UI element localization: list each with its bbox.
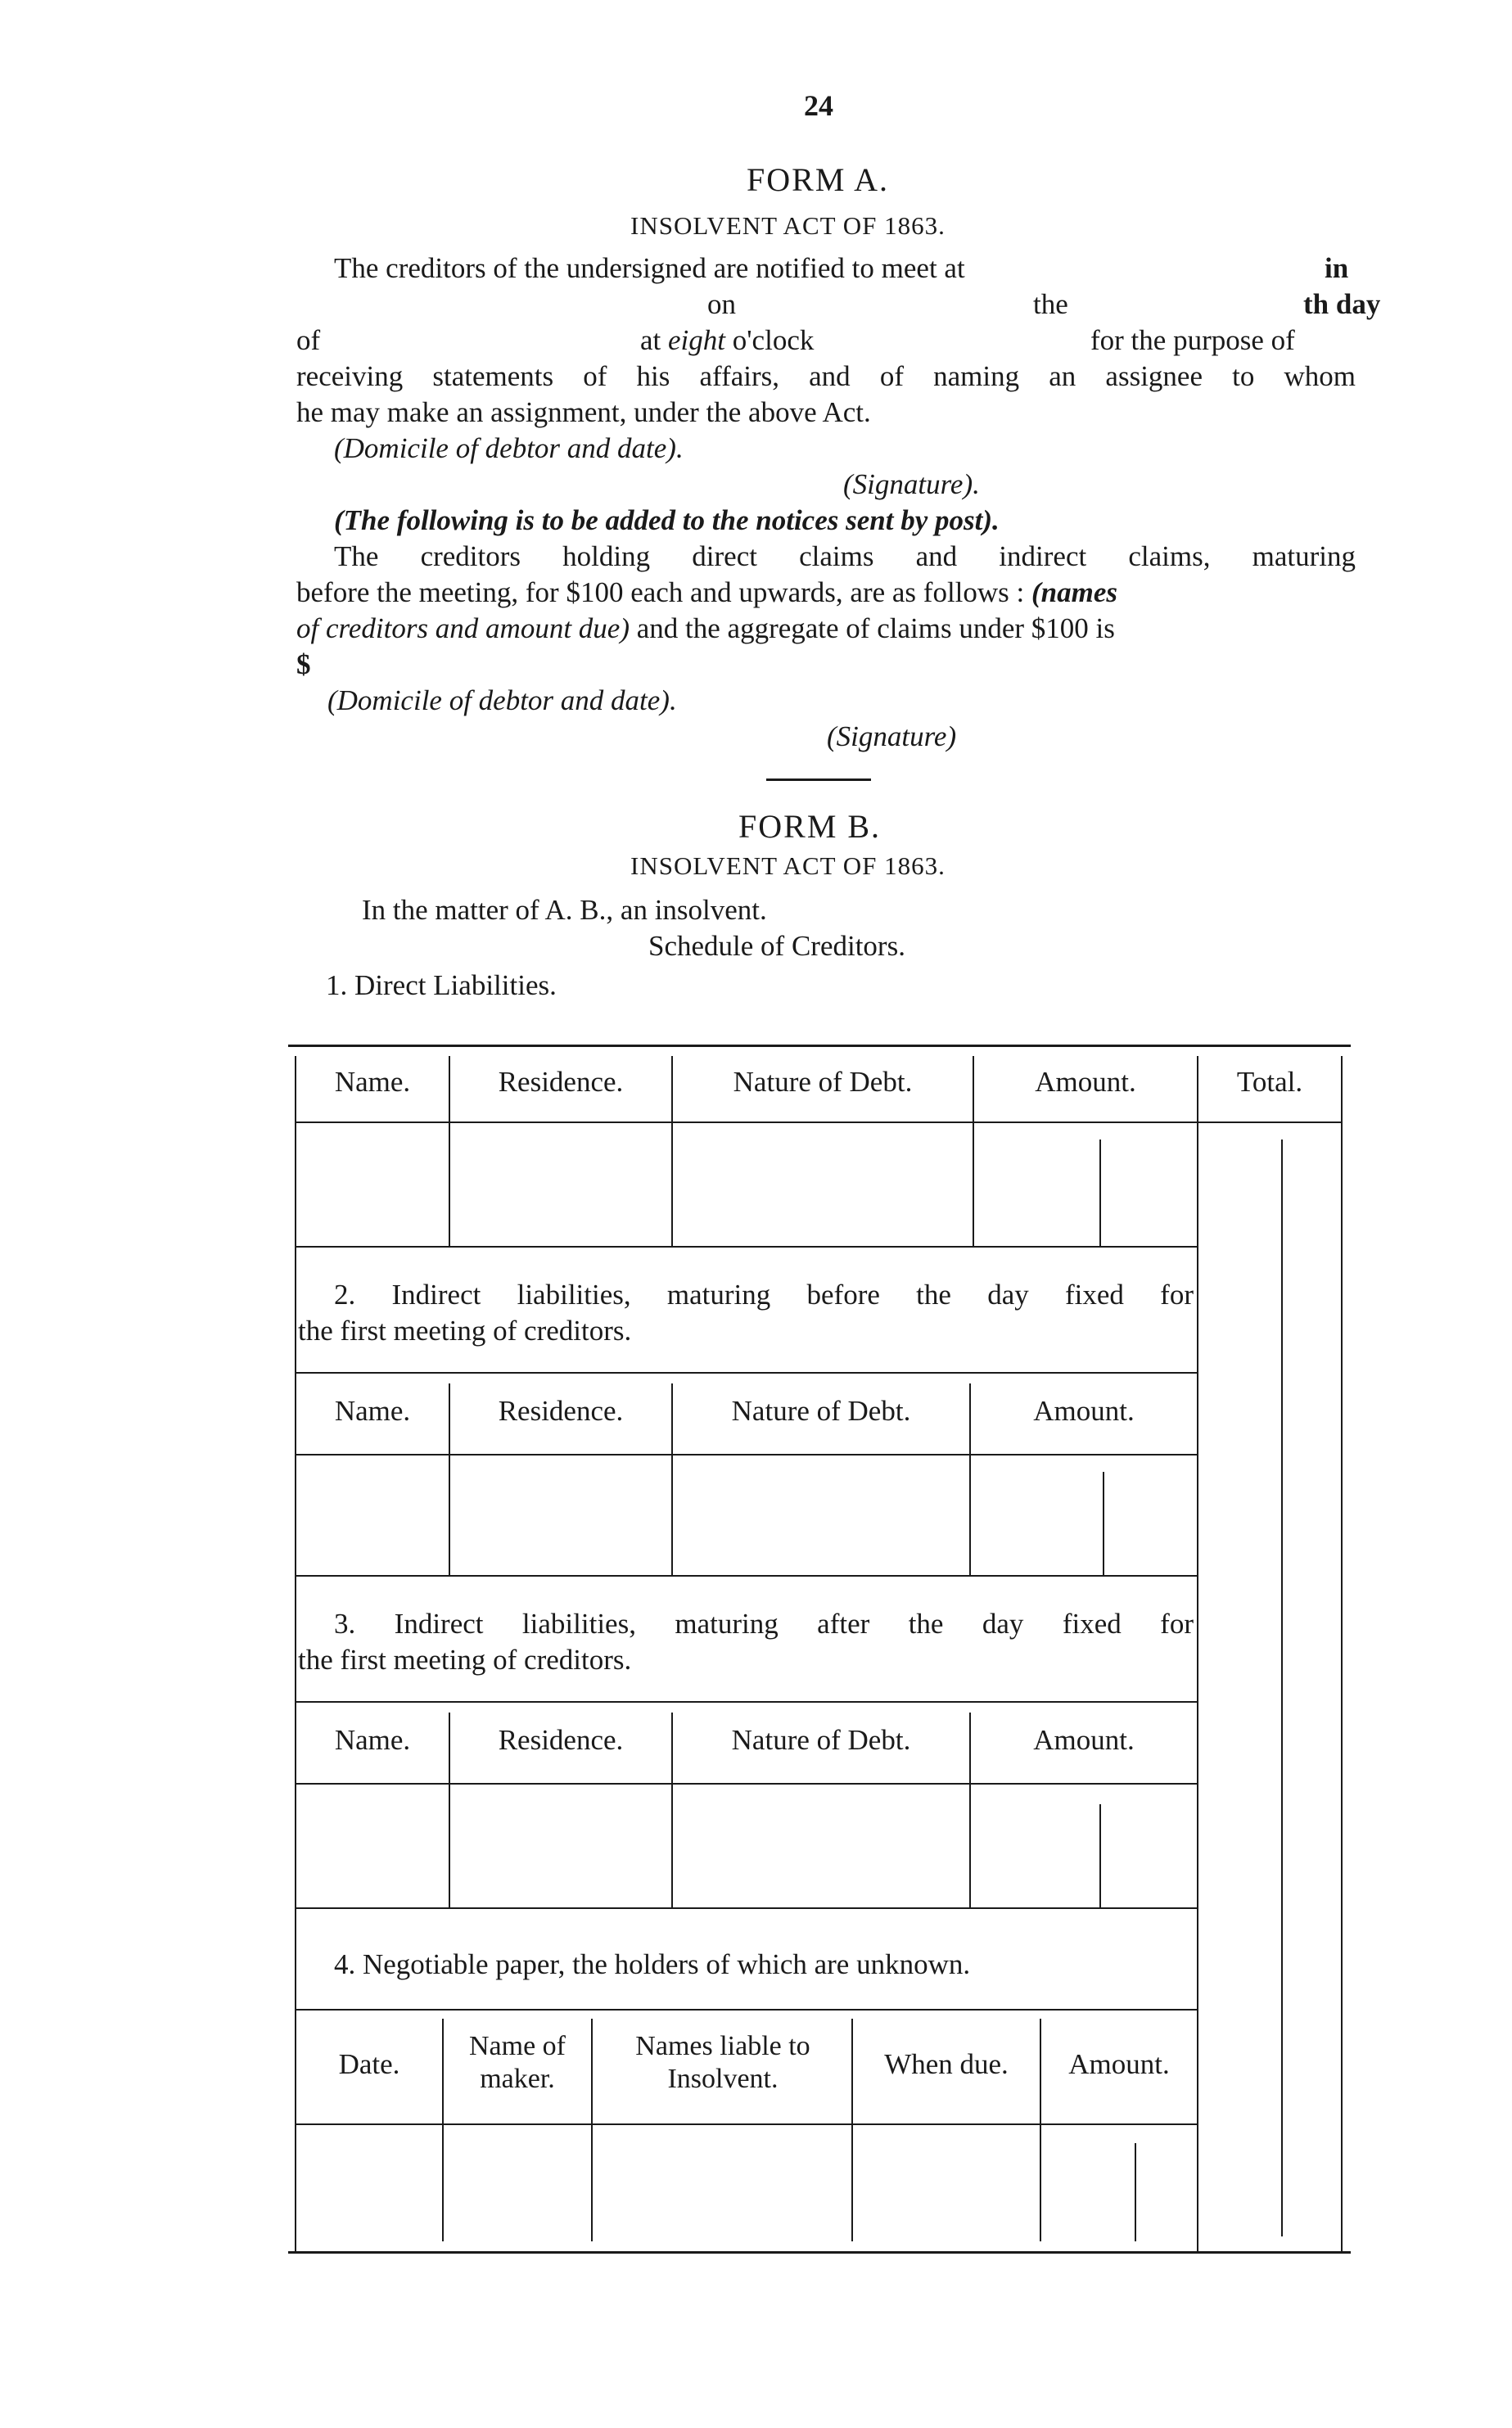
form-a-domicile: (Domicile of debtor and date). [334,432,684,464]
table1-header-rule [296,1121,1197,1123]
form-a-para-line3 [296,611,1115,647]
table4-header-when-due: When due. [884,2048,1009,2080]
form-a-line3-purpose: for the purpose of [1090,324,1295,356]
table4-header-liable: Names liable to Insolvent. [635,2031,810,2094]
table1-header-name: Name. [334,1066,411,1098]
section3-line2: the first meeting of creditors. [298,1644,632,1676]
table4-header-date: Date. [338,2048,400,2080]
table1-header-nature: Nature of Debt. [733,1066,913,1098]
form-a-line4: receiving statements of his affairs, and of naming an assignee to whom [296,360,1356,392]
form-a-line3-of: of [296,324,321,356]
table2-amount-money-rule [1103,1472,1104,1575]
form-a-para-line4: $ [296,648,311,680]
table1-amount-money-rule [1099,1140,1101,1246]
table4-col2 [591,2019,593,2241]
table1-bottom-rule [296,1246,1197,1248]
table3-header-rule [296,1783,1197,1785]
form-a-para-line2 [296,575,1117,611]
form-a-para-line1: The creditors holding direct claims and indirect claims, maturing [334,540,1356,572]
form-a-para-line3-creditors: of creditors and amount due) [296,612,630,644]
section3-line1: 3. Indirect liabilities, maturing after the day fixed for [334,1608,1194,1640]
form-a-para-line3-aggregate: and the aggregate of claims under $100 is [636,612,1115,644]
form-a-para-line2-names: (names [1031,576,1118,608]
table4-top-rule [296,2009,1197,2011]
table-right-border [1341,1056,1343,2251]
table3-header-nature: Nature of Debt. [731,1724,911,1756]
table-top-border [288,1045,1351,1047]
form-b-matter: In the matter of A. B., an insolvent. [362,894,767,926]
table4-header-rule [296,2123,1197,2125]
form-a-line2-the: the [1033,288,1068,320]
table3-header-name: Name. [334,1724,411,1756]
table1-header-amount: Amount. [1035,1066,1136,1098]
table3-header-residence: Residence. [498,1724,624,1756]
form-a-following: (The following is to be added to the notices sent by post). [334,504,1000,536]
table1-header-residence: Residence. [498,1066,624,1098]
table3-top-rule [296,1701,1197,1703]
section2-line2: the first meeting of creditors. [298,1315,632,1347]
page-number: 24 [804,89,833,122]
form-a-line1-in: in [1325,252,1349,284]
table1-header-total: Total. [1236,1066,1303,1098]
form-a-line2-thday: th day [1303,288,1381,320]
form-b-subtitle: INSOLVENT ACT OF 1863. [630,851,946,880]
form-a-line3-at-word: at [640,324,661,356]
form-a-domicile2: (Domicile of debtor and date). [327,684,677,716]
form-a-subtitle: INSOLVENT ACT OF 1863. [630,211,946,240]
table-bottom-border [288,2251,1351,2254]
form-a-signature: (Signature). [843,468,980,500]
table4-col1 [442,2019,444,2241]
total-column-divider [1197,1056,1198,2251]
form-a-line3-oclock: o'clock [732,324,815,356]
form-a-line2-on: on [707,288,736,320]
table3-bottom-rule [296,1907,1197,1909]
table2-header-residence: Residence. [498,1395,624,1427]
form-a-para-line2-text: before the meeting, for $100 each and upwards, are as follows : [296,576,1025,608]
table2-top-rule [296,1372,1197,1374]
section-divider [766,778,871,781]
table2-header-name: Name. [334,1395,411,1427]
form-a-signature2: (Signature) [827,720,957,752]
table2-header-rule [296,1454,1197,1455]
form-a-title: FORM A. [747,161,890,198]
table3-amount-money-rule [1099,1804,1101,1907]
table2-header-amount: Amount. [1033,1395,1135,1427]
form-b-schedule: Schedule of Creditors. [648,930,905,962]
table4-amount-money-rule [1135,2143,1136,2241]
form-a-line3-at [640,323,814,359]
table2-header-nature: Nature of Debt. [731,1395,911,1427]
section2-line1: 2. Indirect liabilities, maturing before the day fixed for [334,1279,1194,1311]
form-a-line5: he may make an assignment, under the above Act. [296,396,871,428]
total-column-money-rule [1281,1140,1283,2236]
form-a-line1: The creditors of the undersigned are notified to meet at [334,252,965,284]
table2-bottom-rule [296,1575,1197,1577]
form-a-line3-eight: eight [668,324,725,356]
total-header-rule [1197,1121,1341,1123]
table3-header-amount: Amount. [1033,1724,1135,1756]
table4-header-amount: Amount. [1068,2048,1170,2080]
form-b-direct: 1. Direct Liabilities. [326,969,557,1001]
table4-header-maker: Name of maker. [468,2031,566,2094]
form-b-title: FORM B. [738,808,882,845]
section4-title: 4. Negotiable paper, the holders of which are unknown. [334,1948,971,1980]
